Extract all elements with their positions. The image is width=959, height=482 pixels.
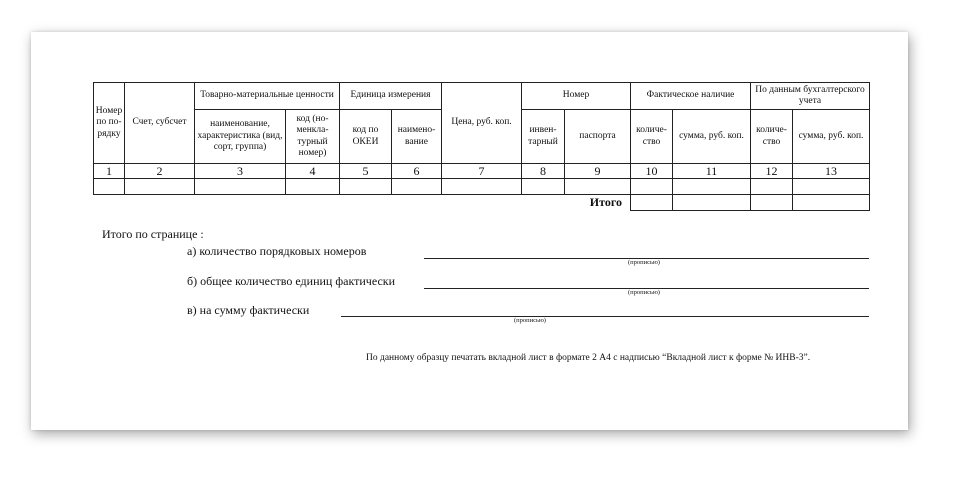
summary-a-label: а) количество порядковых номеров [187, 244, 367, 258]
data-cell [286, 179, 340, 195]
header-goods: Товарно-материальные ценности [195, 83, 340, 110]
table-row [94, 179, 870, 195]
summary-c-caption: (прописью) [514, 317, 546, 324]
col-number-11: 11 [673, 164, 751, 179]
data-cell [125, 179, 195, 195]
total-label: Итого [589, 195, 623, 209]
inventory-table [93, 82, 870, 211]
col-number-6: 6 [392, 164, 442, 179]
data-cell [793, 179, 870, 195]
header-price: Цена, руб. коп. [442, 83, 522, 164]
col-number-4: 4 [286, 164, 340, 179]
data-cell [195, 179, 286, 195]
col-number-12: 12 [751, 164, 793, 179]
col-number-7: 7 [442, 164, 522, 179]
data-cell [673, 179, 751, 195]
print-note: По данному образцу печатать вкладной лист в формате 2 А4 с надписью “Вкладной лист к форме № ИНВ-3”. [366, 353, 811, 363]
column-number-row [94, 164, 870, 179]
header-num-inv: инвен-тарный [522, 110, 565, 164]
col-number-9: 9 [565, 164, 631, 179]
total-actual-qty [631, 195, 673, 211]
col-number-10: 10 [631, 164, 673, 179]
col-number-1: 1 [94, 164, 125, 179]
summary-c-line [341, 316, 869, 317]
total-row [94, 195, 870, 211]
data-cell [442, 179, 522, 195]
data-cell [751, 179, 793, 195]
total-book-sum [793, 195, 870, 211]
header-row-1 [94, 83, 870, 110]
summary-a-caption: (прописью) [628, 259, 660, 266]
header-unit-name: наимено-вание [392, 110, 442, 164]
header-goods-code: код (но-менкла-турный номер) [286, 110, 340, 164]
total-actual-sum [673, 195, 751, 211]
header-actual: Фактическое наличие [631, 83, 751, 110]
header-goods-name: наименование, характеристика (вид, сорт, группа) [195, 110, 286, 164]
summary-b-caption: (прописью) [628, 289, 660, 296]
header-unit: Единица измерения [340, 83, 442, 110]
header-num-pass: паспорта [565, 110, 631, 164]
col-number-5: 5 [340, 164, 392, 179]
header-num: Номер [522, 83, 631, 110]
header-unit-code: код по ОКЕИ [340, 110, 392, 164]
total-book-qty [751, 195, 793, 211]
data-cell [340, 179, 392, 195]
header-number: Номер по по-рядку [94, 83, 125, 164]
col-number-3: 3 [195, 164, 286, 179]
summary-title: Итого по странице : [102, 227, 204, 241]
summary-c-label: в) на сумму фактически [187, 303, 310, 317]
header-book: По данным бухгалтерского учета [751, 83, 870, 110]
col-number-8: 8 [522, 164, 565, 179]
data-cell [94, 179, 125, 195]
header-actual-qty: количе-ство [631, 110, 673, 164]
header-actual-sum: сумма, руб. коп. [673, 110, 751, 164]
data-cell [565, 179, 631, 195]
data-cell [392, 179, 442, 195]
header-book-qty: количе-ство [751, 110, 793, 164]
data-cell [631, 179, 673, 195]
col-number-2: 2 [125, 164, 195, 179]
data-cell [522, 179, 565, 195]
header-book-sum: сумма, руб. коп. [793, 110, 870, 164]
col-number-13: 13 [793, 164, 870, 179]
document-page [31, 32, 908, 430]
summary-b-label: б) общее количество единиц фактически [187, 274, 396, 288]
header-account: Счет, субсчет [125, 83, 195, 164]
